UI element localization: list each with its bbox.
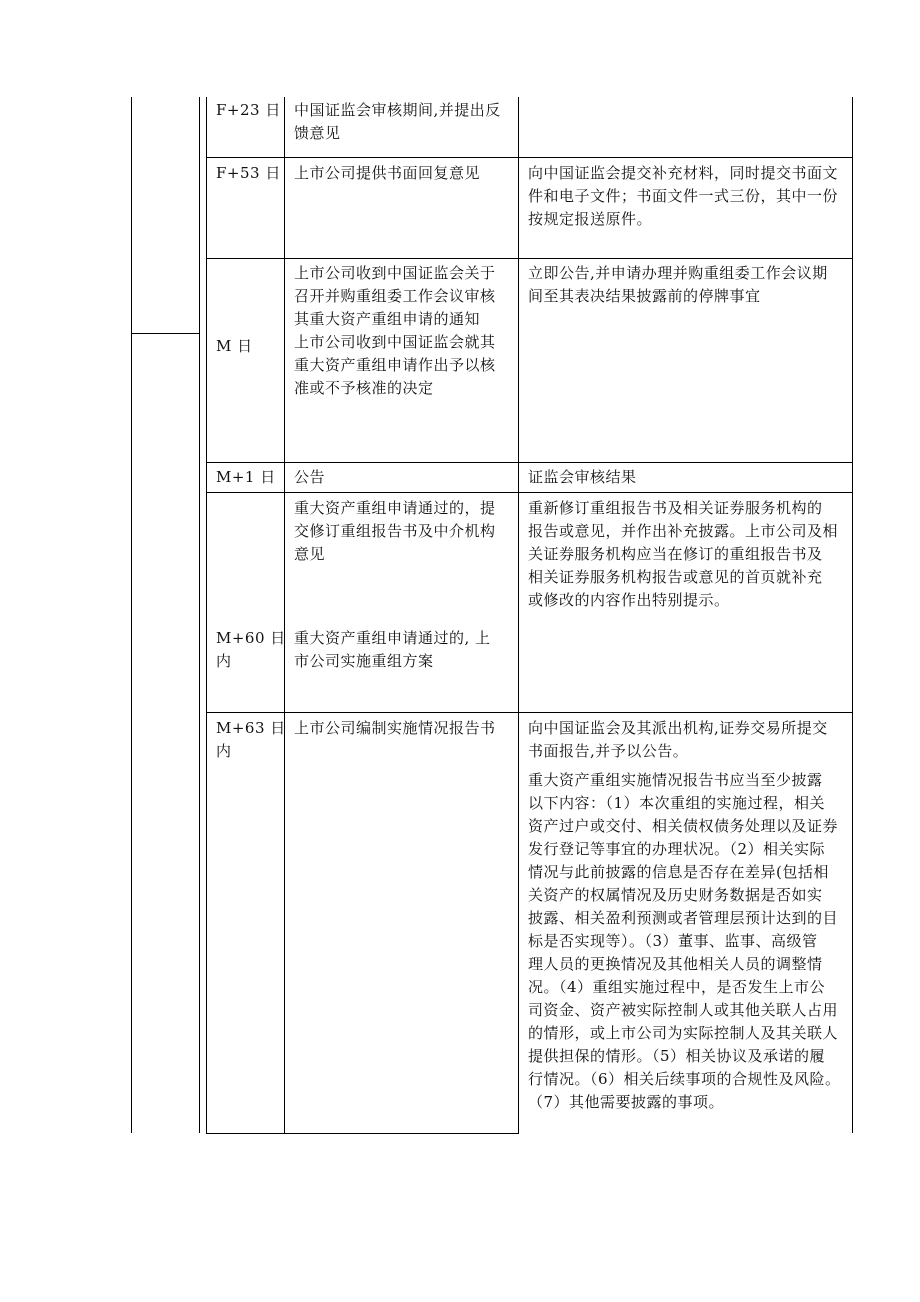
action-line: 间至其表决结果披露前的停牌事宜 (528, 287, 761, 305)
action-column-left-border (518, 97, 519, 1133)
action-line: 资产过户或交付、相关债权债务处理以及证券 (528, 817, 839, 835)
day-label: M+60 日 (216, 629, 286, 647)
action-line: 提供担保的情形。（5）相关协议及承诺的履 (528, 1047, 826, 1065)
action-line: 重大资产重组实施情况报告书应当至少披露 (528, 771, 823, 789)
day-label: M+1 日 (216, 468, 276, 486)
action-line: 书面报告,并予以公告。 (528, 742, 689, 760)
day-label: 内 (216, 742, 232, 760)
event-line: 交修订重组报告书及中介机构 (294, 522, 496, 540)
event-line: 馈意见 (294, 124, 341, 142)
action-line: 司资金、资产被实际控制人或其他关联人占用 (528, 1001, 839, 1019)
action-line: 情况与此前披露的信息是否存在差异(包括相 (528, 863, 829, 881)
action-line: 的情形，或上市公司为实际控制人及其关联人 (528, 1024, 839, 1042)
event-line: 重大资产重组申请通过的，提 (294, 499, 496, 517)
row-divider (206, 157, 853, 158)
action-line: 立即公告,并申请办理并购重组委工作会议期 (528, 264, 828, 282)
action-cell-f53 (528, 162, 838, 231)
event-cell-f53 (294, 162, 480, 185)
day-cell-f23 (216, 99, 281, 122)
event-line: 重大资产重组申请通过的, 上 (294, 629, 491, 647)
action-cell-m63 (528, 717, 841, 1114)
event-line: 中国证监会审核期间,并提出反 (294, 101, 501, 119)
action-cell-m (528, 262, 828, 308)
row-divider (206, 712, 853, 713)
row-divider (206, 462, 853, 463)
action-line: 以下内容：（1）本次重组的实施过程，相关 (528, 794, 826, 812)
day-cell-m (216, 335, 253, 358)
event-line: 上市公司收到中国证监会关于 (294, 264, 496, 282)
day-column-left-border (206, 97, 207, 1133)
event-column-border (284, 97, 285, 1133)
action-column-right-border (852, 97, 853, 1133)
outer-left-border (131, 97, 132, 1133)
day-label: F+23 日 (216, 101, 281, 119)
action-line: 行情况。（6）相关后续事项的合规性及风险。 (528, 1070, 841, 1088)
action-line: 标是否实现等）。（3）董事、监事、高级管 (528, 932, 818, 950)
action-line: 理人员的更换情况及其他相关人员的调整情 (528, 955, 823, 973)
day-label: F+53 日 (216, 164, 281, 182)
action-line: 关资产的权属情况及历史财务数据是否如实 (528, 886, 823, 904)
action-line: 报告或意见，并作出补充披露。上市公司及相 (528, 522, 839, 540)
action-line: 按规定报送原件。 (528, 210, 653, 228)
action-line: 况。（4）重组实施过程中，是否发生上市公 (528, 978, 826, 996)
action-line: 件和电子文件；书面文件一式三份，其中一份 (528, 187, 839, 205)
event-line: 召开并购重组委工作会议审核 (294, 287, 496, 305)
event-line: 意见 (294, 545, 326, 563)
event-cell-m63 (294, 717, 496, 740)
event-line: 重大资产重组申请作出予以核 (294, 356, 496, 374)
action-cell-m1 (528, 466, 637, 489)
action-cell-m60 (528, 497, 838, 612)
action-line: 证监会审核结果 (528, 468, 637, 486)
event-line: 公告 (294, 468, 326, 486)
day-label: M+63 日 (216, 719, 286, 737)
event-cell-m1 (294, 466, 325, 489)
action-line: 发行登记等事宜的办理状况。（2）相关实际 (528, 840, 826, 858)
row-divider (206, 1133, 519, 1134)
row-divider (206, 258, 853, 259)
day-cell-f53 (216, 162, 281, 185)
day-label: 内 (216, 652, 232, 670)
event-line: 其重大资产重组申请的通知 (294, 310, 481, 328)
event-line: 上市公司编制实施情况报告书 (294, 719, 496, 737)
day-cell-m1 (216, 466, 276, 489)
event-line: 市公司实施重组方案 (294, 652, 434, 670)
event-line: 准或不予核准的决定 (294, 379, 434, 397)
event-cell-m60 (294, 497, 496, 566)
phase-divider (131, 333, 200, 334)
event-line: 上市公司提供书面回复意见 (294, 164, 481, 182)
event-cell-f23 (294, 99, 501, 145)
action-line: 向中国证监会提交补充材料，同时提交书面文 (528, 164, 839, 182)
day-cell-m60 (216, 627, 286, 673)
action-line: （7）其他需要披露的事项。 (528, 1093, 725, 1111)
action-line: 相关证券服务机构报告或意见的首页就补充 (528, 568, 823, 586)
row-divider (206, 492, 853, 493)
action-line: 披露、相关盈利预测或者管理层预计达到的目 (528, 909, 839, 927)
action-line: 或修改的内容作出特别提示。 (528, 591, 730, 609)
action-line: 重新修订重组报告书及相关证券服务机构的 (528, 499, 823, 517)
event-line: 上市公司收到中国证监会就其 (294, 333, 496, 351)
disclosure-paragraph (528, 769, 841, 1114)
day-label: M 日 (216, 337, 253, 355)
action-line: 向中国证监会及其派出机构,证券交易所提交 (528, 719, 828, 737)
day-cell-m63 (216, 717, 286, 763)
phase-column-border (199, 97, 200, 1133)
event-cell-m (294, 262, 496, 400)
event-cell-m60-implement (294, 627, 491, 673)
action-line: 关证券服务机构应当在修订的重组报告书及 (528, 545, 823, 563)
